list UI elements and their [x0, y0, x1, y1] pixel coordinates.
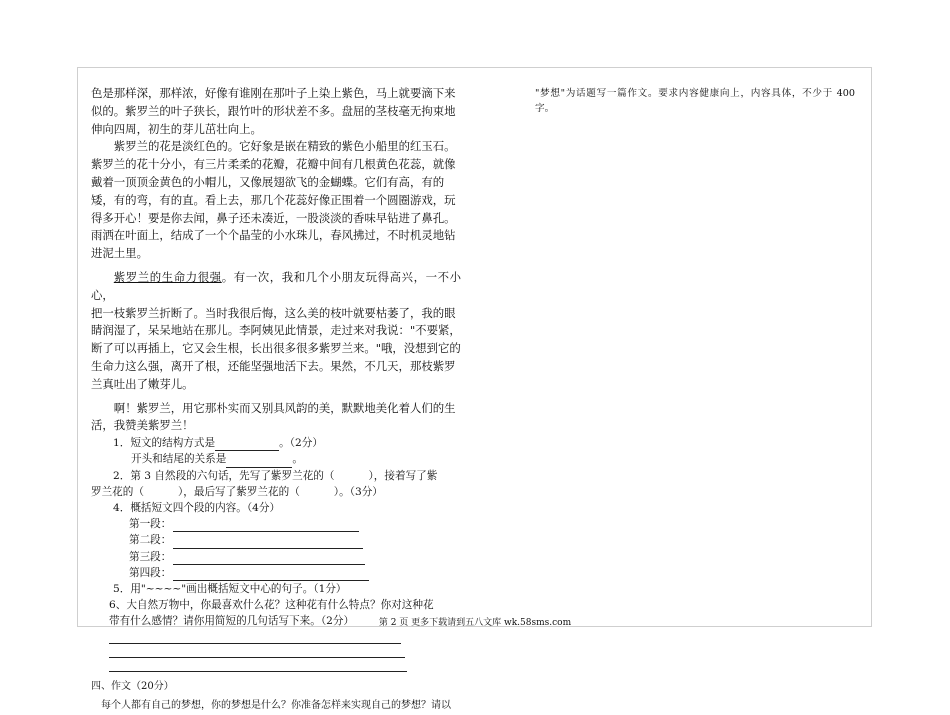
composition-prompt-cont: "梦想"为话题写一篇作文。要求内容健康向上，内容具体，不少于 400 字。 — [535, 88, 855, 114]
answer-line[interactable] — [109, 657, 405, 658]
passage-line: 兰真吐出了嫩芽儿。 — [91, 376, 194, 391]
passage-line — [91, 269, 461, 305]
passage-paragraph-2 — [91, 138, 461, 263]
question-5: 5．用"~~~~"画出概括短文中心的句子。（1分） — [113, 582, 347, 595]
question-1-sub — [91, 451, 461, 467]
passage-line: 矮，有的弯，有的直。看上去，那几个花蕊好像正围着一个圆圈游戏，玩 — [91, 192, 456, 207]
passage-paragraph-4 — [91, 400, 461, 436]
segment-label: 第三段： — [129, 550, 172, 563]
question-text: ）。（3分） — [333, 485, 383, 498]
question-1 — [91, 435, 461, 451]
passage-line: 紫罗兰的花十分小，有三片柔柔的花瓣，花瓣中间有几根黄色花蕊，就像 — [91, 157, 456, 172]
passage-paragraph-3 — [91, 269, 461, 394]
answer-line[interactable] — [109, 671, 407, 672]
questions — [91, 435, 461, 671]
passage-line: 睛润湿了，呆呆地站在那儿。李阿姨见此情景，走过来对我说："不要紧， — [91, 323, 461, 338]
question-text: ），接着写了紫 — [368, 469, 438, 482]
question-text: 。 — [292, 453, 303, 466]
question-2 — [91, 468, 461, 484]
page-footer: 第 2 页 更多下载请到五八文库 wk.58sms.com — [378, 618, 572, 628]
question-text: 1．短文的结构方式是 — [113, 437, 216, 450]
answer-line[interactable] — [173, 518, 359, 532]
passage-line: 雨洒在叶面上，结成了一个个晶莹的小水珠儿，春风拂过，不时机灵地钻 — [91, 228, 456, 243]
answer-line[interactable] — [173, 551, 365, 565]
question-text: ），最后写了紫罗兰花的（ — [177, 485, 300, 498]
segment-row — [91, 516, 461, 532]
segment-label: 第四段： — [129, 566, 172, 579]
answer-blank[interactable] — [226, 454, 292, 468]
passage-line: 紫罗兰的花是淡红色的。它好象是嵌在精致的紫色小船里的红玉石。 — [113, 139, 456, 154]
segment-label: 第一段： — [129, 518, 172, 531]
segment-label: 第二段： — [129, 534, 172, 547]
underlined-phrase: 紫罗兰的生命力很强 — [113, 269, 222, 284]
question-4: 4．概括短文四个段的内容。（4分） — [113, 501, 281, 514]
passage-line: 进泥土里。 — [91, 246, 148, 261]
answer-blank[interactable] — [215, 437, 279, 451]
passage-paragraph-1 — [91, 85, 461, 138]
passage-text: 。有一次，我和几个小朋友玩得高兴，一不小心， — [91, 269, 461, 302]
question-text: 罗兰花的（ — [91, 485, 144, 498]
passage-line: 伸向四周，初生的芽儿茁壮向上。 — [91, 121, 262, 136]
composition-prompt: 每个人都有自己的梦想，你的梦想是什么？你准备怎样来实现自己的梦想？请以 — [101, 700, 451, 712]
segment-row — [91, 549, 461, 565]
question-text: 2．第 3 自然段的六句话，先写了紫罗兰花的（ — [113, 469, 335, 482]
question-6-cont: 带有什么感情？请你用简短的几句话写下来。（2分） — [109, 615, 355, 628]
passage-line: 断了可以再插上，它又会生根，长出很多很多紫罗兰来。"哦，没想到它的 — [91, 341, 461, 356]
composition-heading: 四、作文（20分） — [91, 680, 174, 692]
right-column — [535, 86, 855, 116]
passage-line: 色是那样深，那样浓，好像有谁刚在那叶子上染上紫色，马上就要滴下来 — [91, 86, 456, 100]
question-text: 。（2分） — [279, 437, 323, 450]
answer-line[interactable] — [109, 643, 401, 644]
passage-line: 生命力这么强，离开了根，还能坚强地活下去。果然，不几天，那枝紫罗 — [91, 358, 456, 373]
segment-row — [91, 532, 461, 548]
passage-line: 活，我赞美紫罗兰！ — [91, 418, 194, 433]
question-text: 开头和结尾的关系是 — [131, 453, 227, 466]
answer-line[interactable] — [173, 535, 363, 549]
passage-line: 戴着一顶顶金黄色的小帽儿，又像展翅欲飞的金蝴蝶。它们有高，有的 — [91, 174, 445, 189]
passage-line: 把一枝紫罗兰折断了。当时我很后悔，这么美的枝叶就要枯萎了，我的眼 — [91, 305, 456, 320]
segment-row — [91, 565, 461, 581]
question-6: 6、大自然万物中，你最喜欢什么花？这种花有什么特点？你对这种花 — [109, 599, 434, 612]
question-2-cont — [91, 484, 461, 500]
answer-line[interactable] — [173, 567, 369, 581]
passage-line: 啊！紫罗兰，用它那朴实而又别具风韵的美，默默地美化着人们的生 — [113, 400, 456, 415]
passage-line: 似的。紫罗兰的叶子狭长，跟竹叶的形状差不多。盘屈的茎枝毫无拘束地 — [91, 103, 456, 118]
passage-line: 得多开心！要是你去闻，鼻子还未凑近，一股淡淡的香味早钻进了鼻孔。 — [91, 210, 456, 225]
